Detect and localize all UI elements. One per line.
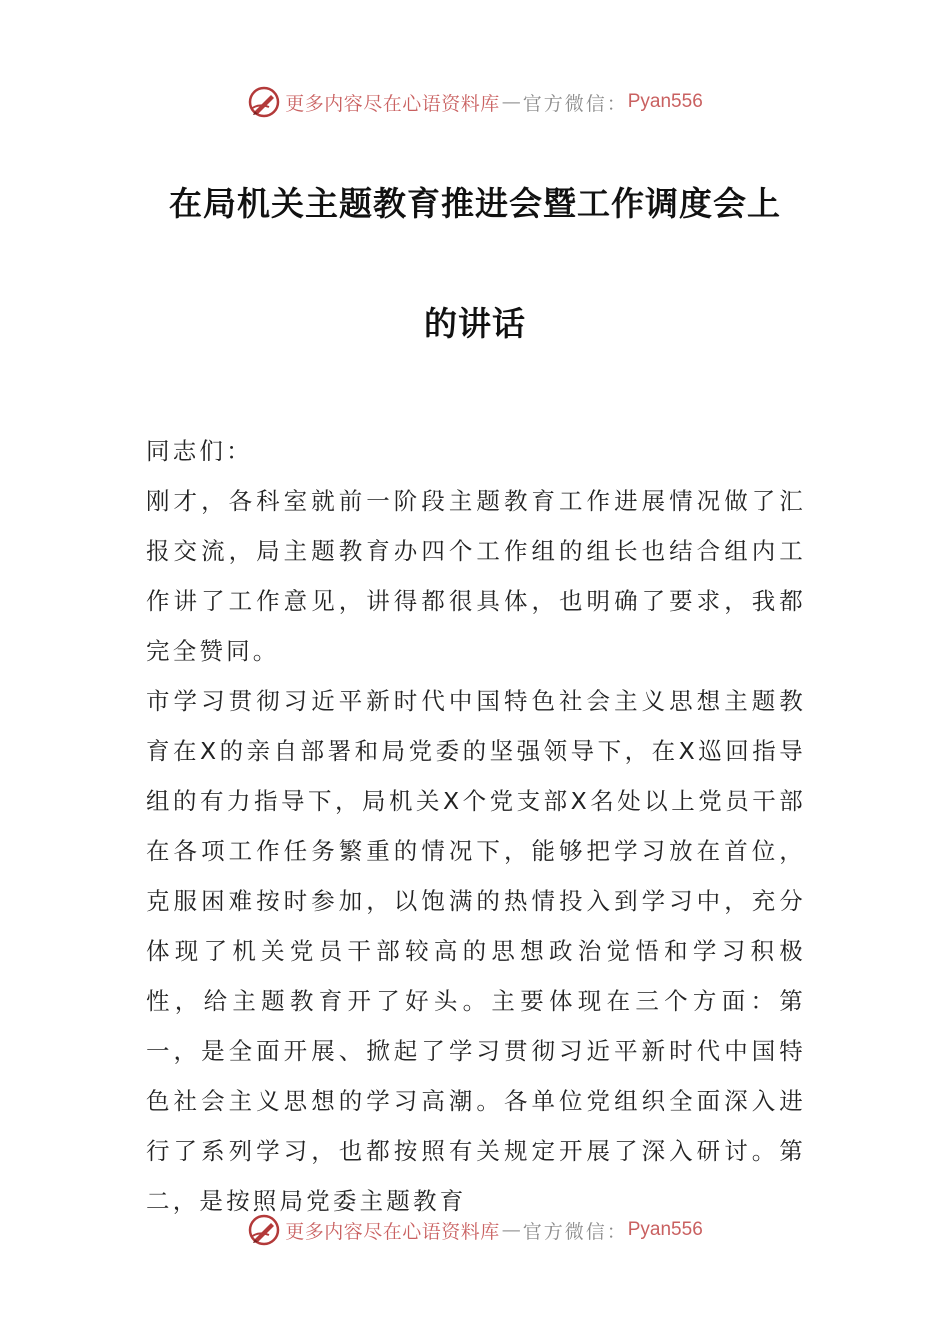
footer-banner [0, 1208, 950, 1252]
banner-official-text: 官方微信： [522, 92, 628, 115]
pen-logo-icon [247, 1213, 281, 1247]
document-title-line1: 在局机关主题教育推进会暨工作调度会上 [169, 184, 781, 223]
banner-dash: — [501, 1219, 521, 1241]
document-body [146, 426, 806, 1226]
banner-wechat-id: Pyan556 [627, 91, 703, 112]
body-paragraph: 市学习贯彻习近平新时代中国特色社会主义思想主题教育在X的亲自部署和局党委的坚强领导下，在X巡回指导组的有力指导下，局机关X个党支部X名处以上党员干部在各项工作任务繁重的情况下，能够把学习放在首位，克服困难按时参加，以饱满的热情投入到学习中，充分体现了机关党员干部较高的思想政治觉悟和学习积极性，给主题教育开了好头。主要体现在三个方面：第一，是全面开展、掀起了学习贯彻习近平新时代中国特色社会主义思想的学习高潮。各单位党组织全面深入进行了系列学习，也都按照有关规定开展了深入研讨。第二，是按照局党委主题教育 [146, 687, 806, 1215]
pen-logo-icon [247, 85, 281, 119]
banner-wechat-id: Pyan556 [627, 1219, 703, 1240]
document-title-line2: 的讲话 [424, 304, 526, 343]
salutation-paragraph: 同志们： [146, 437, 253, 465]
banner-official-text: 官方微信： [522, 1220, 628, 1243]
banner-site-text: 更多内容尽在心语资料库 [285, 92, 500, 115]
body-paragraph: 刚才，各科室就前一阶段主题教育工作进展情况做了汇报交流，局主题教育办四个工作组的组长也结合组内工作讲了工作意见，讲得都很具体，也明确了要求，我都完全赞同。 [146, 487, 806, 665]
header-banner [0, 80, 950, 124]
banner-dash: — [501, 91, 521, 113]
banner-site-text: 更多内容尽在心语资料库 [285, 1220, 500, 1243]
